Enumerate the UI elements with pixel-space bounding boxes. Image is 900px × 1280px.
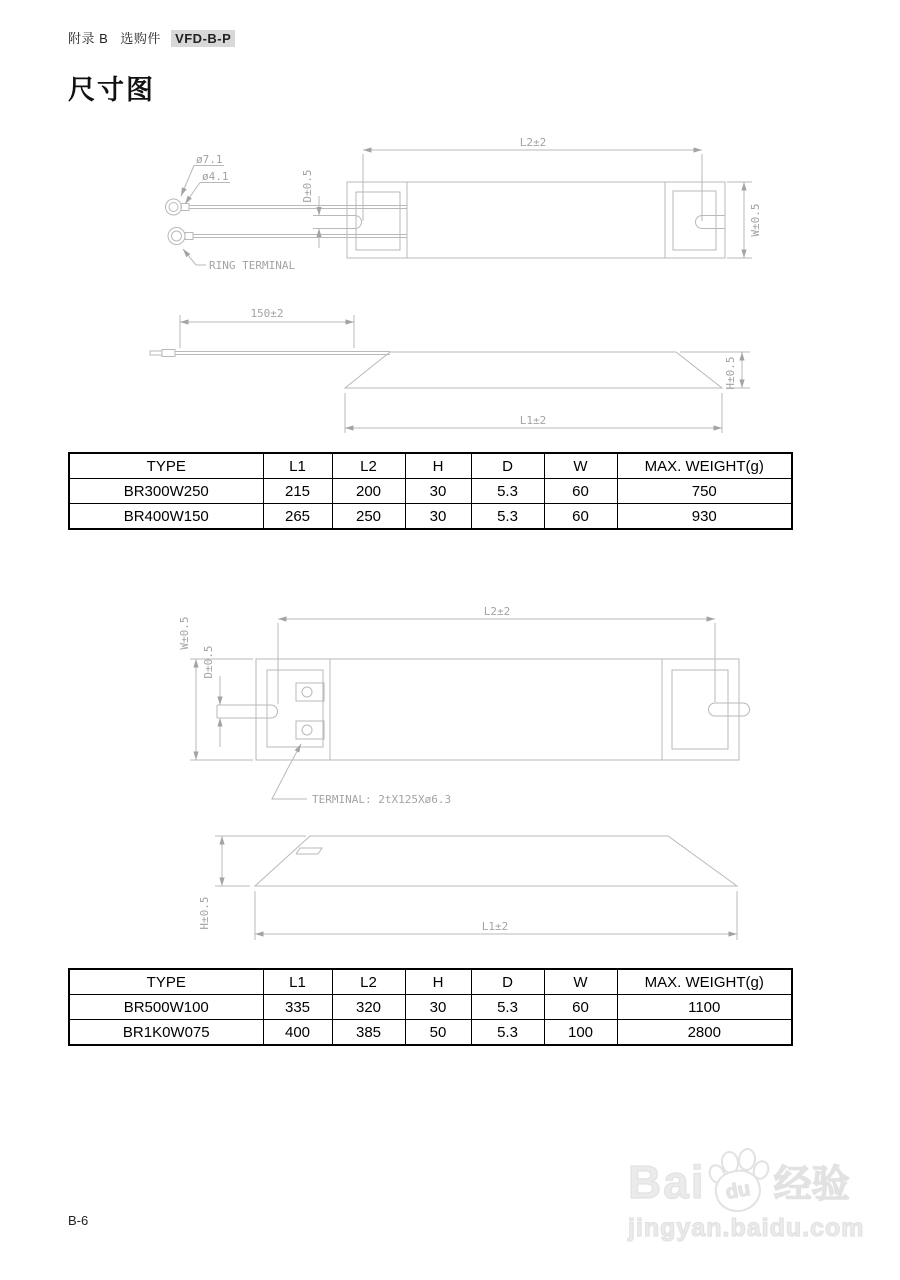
resistor1-body-outline xyxy=(347,182,725,258)
table2-header-l2: L2 xyxy=(332,969,405,995)
resistor1-side-view xyxy=(150,350,722,389)
dim-h-drawing1 xyxy=(680,352,750,390)
cell-weight: 2800 xyxy=(617,1020,792,1046)
paw-pad-du-text: du xyxy=(711,1166,764,1215)
dim-w-drawing2 xyxy=(178,616,253,760)
dim-l2-drawing1 xyxy=(363,136,702,221)
resistor1-right-slot xyxy=(696,216,725,229)
cell-l1: 335 xyxy=(263,995,332,1020)
label-w-drawing1: W±0.5 xyxy=(749,203,762,237)
watermark-bai-text: Bai xyxy=(628,1156,706,1208)
ring-terminal-lower xyxy=(168,228,193,245)
table2-header-weight: MAX. WEIGHT(g) xyxy=(617,969,792,995)
table1-header-type: TYPE xyxy=(69,453,263,479)
table1-header-d: D xyxy=(471,453,544,479)
dim-l1-drawing2 xyxy=(255,891,737,940)
label-w-drawing2: W±0.5 xyxy=(178,616,191,650)
label-ring-terminal: RING TERMINAL xyxy=(209,259,296,272)
table2-header-d: D xyxy=(471,969,544,995)
cell-l2: 320 xyxy=(332,995,405,1020)
baidu-paw-icon xyxy=(708,1148,768,1212)
table1-header-l1: L1 xyxy=(263,453,332,479)
watermark-logo-row xyxy=(628,1140,878,1212)
label-dia-outer: ø7.1 xyxy=(196,153,223,166)
label-lead-length: 150±2 xyxy=(250,307,284,320)
dim-h-drawing2 xyxy=(198,836,306,930)
cell-w: 100 xyxy=(544,1020,617,1046)
cell-h: 50 xyxy=(405,1020,471,1046)
table2-header-row xyxy=(69,969,792,995)
cell-d: 5.3 xyxy=(471,504,544,530)
resistor1-lead-wires xyxy=(189,206,407,238)
header-model-badge: VFD-B-P xyxy=(171,30,235,47)
table-row xyxy=(69,479,792,504)
cell-l2: 385 xyxy=(332,1020,405,1046)
cell-l2: 250 xyxy=(332,504,405,530)
spec-table-1 xyxy=(68,452,793,530)
resistor2-terminal-blocks xyxy=(296,683,324,739)
cell-d: 5.3 xyxy=(471,479,544,504)
header-section: 选购件 xyxy=(120,31,161,46)
cell-l1: 215 xyxy=(263,479,332,504)
dimension-drawing-wire-lead-resistor xyxy=(0,130,900,450)
cell-weight: 1100 xyxy=(617,995,792,1020)
cell-l1: 265 xyxy=(263,504,332,530)
cell-l2: 200 xyxy=(332,479,405,504)
cell-weight: 930 xyxy=(617,504,792,530)
resistor2-side-view xyxy=(255,836,737,886)
cell-weight: 750 xyxy=(617,479,792,504)
page-header xyxy=(68,28,235,47)
cell-w: 60 xyxy=(544,479,617,504)
cell-w: 60 xyxy=(544,504,617,530)
label-h-drawing2: H±0.5 xyxy=(198,896,211,930)
label-dia-inner: ø4.1 xyxy=(202,170,229,183)
dim-d-drawing2 xyxy=(202,645,220,747)
cell-type: BR1K0W075 xyxy=(69,1020,263,1046)
table-row xyxy=(69,995,792,1020)
table2-header-type: TYPE xyxy=(69,969,263,995)
cell-d: 5.3 xyxy=(471,995,544,1020)
table1-header-l2: L2 xyxy=(332,453,405,479)
dim-w-drawing1 xyxy=(727,182,762,258)
dim-l1-drawing1 xyxy=(345,393,722,433)
cell-l1: 400 xyxy=(263,1020,332,1046)
dim-lead-length xyxy=(180,307,354,348)
resistor2-right-slot xyxy=(709,703,750,716)
cell-type: BR500W100 xyxy=(69,995,263,1020)
table2-header-l1: L1 xyxy=(263,969,332,995)
label-l2-drawing2: L2±2 xyxy=(483,605,511,618)
cell-d: 5.3 xyxy=(471,1020,544,1046)
callout-dia-inner xyxy=(185,170,230,204)
baidu-jingyan-watermark xyxy=(628,1140,878,1243)
resistor2-body-outline xyxy=(256,659,739,760)
label-l1-drawing2: L1±2 xyxy=(481,920,509,933)
table1-header-h: H xyxy=(405,453,471,479)
label-d-drawing2: D±0.5 xyxy=(202,645,215,679)
table1-header-weight: MAX. WEIGHT(g) xyxy=(617,453,792,479)
table2-header-h: H xyxy=(405,969,471,995)
callout-terminal xyxy=(272,744,451,806)
cell-type: BR300W250 xyxy=(69,479,263,504)
table-row xyxy=(69,1020,792,1046)
cell-h: 30 xyxy=(405,479,471,504)
spec-table-2 xyxy=(68,968,793,1046)
cell-h: 30 xyxy=(405,995,471,1020)
ring-terminal-upper xyxy=(166,199,190,215)
table-row xyxy=(69,504,792,530)
cell-h: 30 xyxy=(405,504,471,530)
resistor2-left-slot xyxy=(217,705,278,718)
label-l1-drawing1: L1±2 xyxy=(519,414,547,427)
callout-ring-terminal xyxy=(183,249,295,272)
dimension-drawing-terminal-resistor xyxy=(0,595,900,955)
watermark-jingyan-text: 经验 xyxy=(773,1164,850,1206)
watermark-url: jingyan.baidu.com xyxy=(628,1214,865,1242)
table2-header-w: W xyxy=(544,969,617,995)
page-number: B-6 xyxy=(68,1213,89,1228)
label-l2-drawing1: L2±2 xyxy=(519,136,547,149)
cell-w: 60 xyxy=(544,995,617,1020)
table1-header-w: W xyxy=(544,453,617,479)
label-h-drawing1: H±0.5 xyxy=(724,356,737,390)
cell-type: BR400W150 xyxy=(69,504,263,530)
table1-header-row xyxy=(69,453,792,479)
label-d-drawing1: D±0.5 xyxy=(301,169,314,203)
dim-l2-drawing2 xyxy=(278,605,715,704)
label-terminal: TERMINAL: 2tX125Xø6.3 xyxy=(312,793,452,806)
page-title: 尺寸图 xyxy=(68,75,155,105)
header-appendix: 附录 B xyxy=(68,31,109,46)
